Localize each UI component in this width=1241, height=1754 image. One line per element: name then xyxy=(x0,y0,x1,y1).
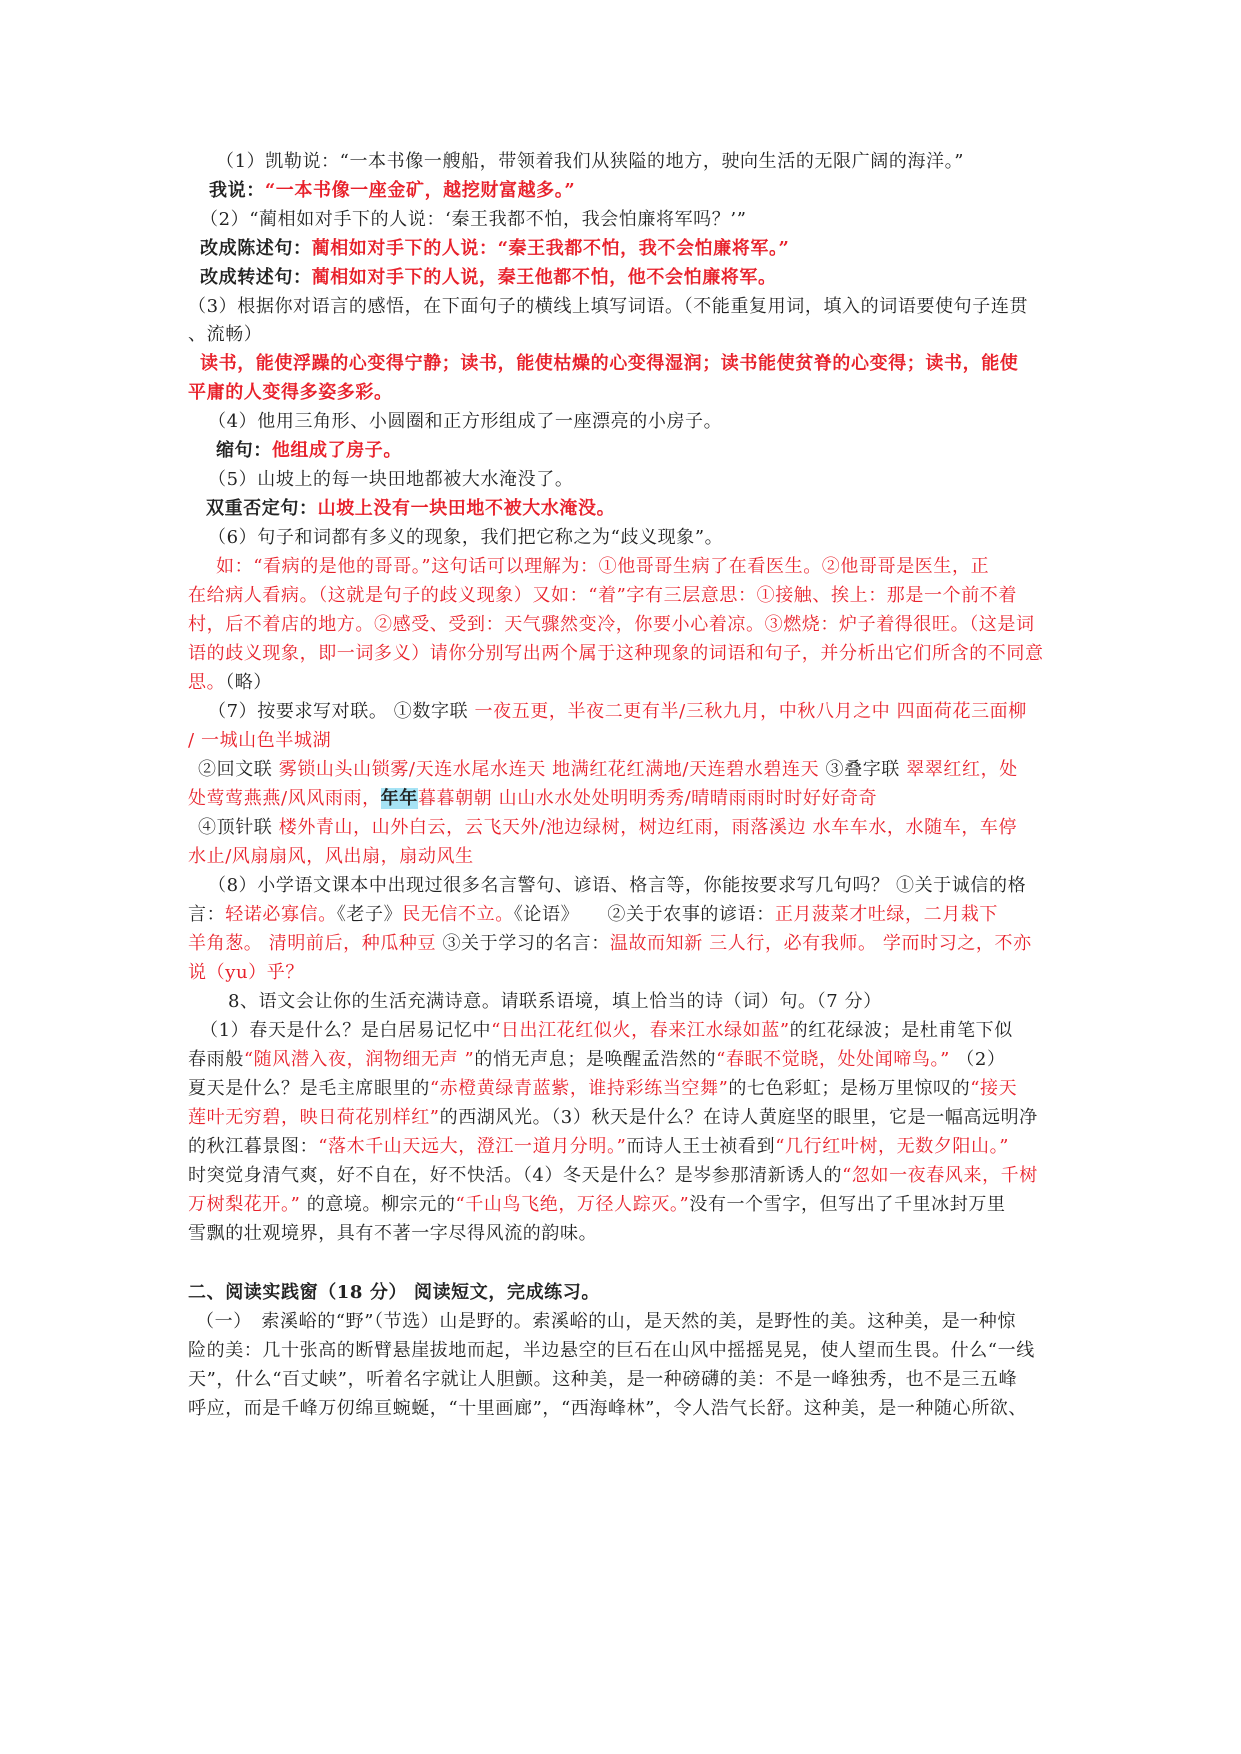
question-2-declarative-answer xyxy=(200,237,1070,261)
section-2-heading xyxy=(188,1281,1058,1305)
passage-line-3 xyxy=(188,1368,1058,1392)
question-7-reduplication xyxy=(188,787,1058,811)
item-8-summer-cont xyxy=(188,1106,1058,1130)
answer-text: “赤橙黄绿青蓝紫，谁持彩练当空舞” xyxy=(429,1078,729,1099)
prompt-text: （一） 索溪峪的“野”（节选）山是野的。索溪峪的山，是天然的美，是野性的美。这种美，是一种惊 xyxy=(196,1311,1016,1332)
item-8-summer xyxy=(188,1077,1058,1101)
answer-text: 万树梨花开。” xyxy=(188,1194,301,1215)
answer-text: 他组成了房子。 xyxy=(271,440,403,461)
answer-text: 思。 xyxy=(188,672,226,693)
answer-text: 温故而知新 三人行，必有我师。 学而时习之，不亦 xyxy=(609,933,1032,954)
question-5-prompt xyxy=(208,468,1078,492)
prompt-text: ④顶针联 xyxy=(198,817,279,838)
item-8-winter xyxy=(188,1164,1058,1188)
answer-text: 处莺莺燕燕/风风雨雨， xyxy=(188,788,381,809)
answer-text: 蔺相如对手下的人说，秦王他都不怕，他不会怕廉将军。 xyxy=(311,267,777,288)
question-7-chain-cont xyxy=(188,845,1058,869)
answer-text: 村，后不着店的地方。②感受、受到：天气骤然变冷，你要小心着凉。③燃烧：炉子着得很旺。（这是词 xyxy=(188,614,1035,635)
prompt-text: 双重否定句： xyxy=(206,498,318,519)
answer-text: 羊角葱。 清明前后，种瓜种豆 xyxy=(188,933,437,954)
answer-text: / 一城山色半城湖 xyxy=(188,730,332,751)
question-3-prompt-cont xyxy=(188,323,1058,347)
item-8-prompt xyxy=(228,990,1098,1014)
prompt-text: 时突觉身清气爽，好不自在，好不快活。（4）冬天是什么？是岑参那清新诱人的 xyxy=(188,1165,843,1186)
prompt-text: （5）山坡上的每一块田地都被大水淹没了。 xyxy=(208,469,574,490)
question-7-line-2 xyxy=(188,729,1058,753)
prompt-text: （4）他用三角形、小圆圈和正方形组成了一座漂亮的小房子。 xyxy=(208,411,723,432)
prompt-text: 夏天是什么？是毛主席眼里的 xyxy=(188,1078,430,1099)
answer-text: “随风潜入夜，润物细无声 ” xyxy=(243,1049,475,1070)
answer-text: 正月菠菜才吐绿，二月栽下 xyxy=(774,904,999,925)
answer-text: 读书，能使浮躁的心变得宁静；读书，能使枯燥的心变得湿润；读书能使贫脊的心变得；读书，能使 xyxy=(200,353,1019,374)
question-4-prompt xyxy=(208,410,1078,434)
answer-text: “千山鸟飞绝，万径人踪灭。” xyxy=(455,1194,690,1215)
question-4-answer xyxy=(216,439,1086,463)
question-6-explanation-2 xyxy=(188,584,1058,608)
answer-text: “忽如一夜春风来，千树 xyxy=(842,1165,1038,1186)
passage-line-1 xyxy=(196,1310,1066,1334)
answer-text: 翠翠红红，处 xyxy=(906,759,1018,780)
prompt-text: 改成转述句： xyxy=(200,267,312,288)
question-8-sayings-2 xyxy=(188,932,1058,956)
answer-text: “落木千山天远大，澄江一道月分明。” xyxy=(318,1136,627,1157)
answer-text: 暮暮朝朝 山山水水处处明明秀秀/晴晴雨雨时时好好奇奇 xyxy=(417,788,878,809)
prompt-text: （7）按要求写对联。 ①数字联 xyxy=(208,701,475,722)
question-2-prompt xyxy=(200,208,1070,232)
answer-text: “日出江花红似火，春来江水绿如蓝” xyxy=(491,1020,790,1041)
question-8-sayings-3 xyxy=(188,961,1058,985)
prompt-text: （2） xyxy=(949,1049,1006,1070)
question-1-answer xyxy=(209,179,1079,203)
answer-text: 楼外青山，山外白云，云飞天外/池边绿树，树边红雨，雨落溪边 水车车水，水随车，车停 xyxy=(278,817,1018,838)
prompt-text: 险的美：几十张高的断臂悬崖拔地而起，半边悬空的巨石在山风中摇摇晃晃，使人望而生畏。什么“一线 xyxy=(188,1340,1035,1361)
prompt-text: （1）凯勒说：“一本书像一艘船，带领着我们从狭隘的地方，驶向生活的无限广阔的海洋。” xyxy=(216,151,965,172)
prompt-text: 言： xyxy=(188,904,226,925)
question-7-palindrome xyxy=(198,758,1068,782)
prompt-text: 的意境。柳宗元的 xyxy=(300,1194,456,1215)
prompt-text: 呼应，而是千峰万仞绵亘蜿蜒，“十里画廊”，“西海峰林”，令人浩气长舒。这种美，是一种随心所欲、 xyxy=(188,1398,1028,1419)
item-8-spring xyxy=(200,1019,1070,1043)
question-6-explanation-4 xyxy=(188,642,1058,666)
item-8-winter-cont xyxy=(188,1193,1058,1217)
prompt-text: 的七色彩虹；是杨万里惊叹的 xyxy=(728,1078,971,1099)
prompt-text: 8、语文会让你的生活充满诗意。请联系语境，填上恰当的诗（词）句。（7 分） xyxy=(228,991,882,1012)
item-8-spring-cont xyxy=(188,1048,1058,1072)
passage-line-2 xyxy=(188,1339,1058,1363)
question-3-prompt xyxy=(188,295,1058,319)
answer-text: 一夜五更，半夜二更有半/三秋九月，中秋八月之中 四面荷花三面柳 xyxy=(474,701,1027,722)
prompt-text: 天”，什么“百丈峡”，听着名字就让人胆颤。这种美，是一种磅礴的美：不是一峰独秀，也不是三五峰 xyxy=(188,1369,1018,1390)
prompt-text: 二、阅读实践窗（18 分） 阅读短文，完成练习。 xyxy=(188,1282,600,1303)
answer-text: 民无信不立。 xyxy=(402,904,514,925)
prompt-text: 雪飘的壮观境界，具有不著一字尽得风流的韵味。 xyxy=(188,1223,598,1244)
prompt-text: ②回文联 xyxy=(198,759,279,780)
answer-text: 说（yu）乎？ xyxy=(188,962,304,983)
answer-text: 轻诺必寡信。 xyxy=(225,904,337,925)
prompt-text: 缩句： xyxy=(216,440,272,461)
answer-text: “一本书像一座金矿，越挖财富越多。” xyxy=(264,180,576,201)
question-7-chain xyxy=(198,816,1068,840)
question-6-explanation-3 xyxy=(188,613,1058,637)
answer-text: 蔺相如对手下的人说：“秦王我都不怕，我不会怕廉将军。” xyxy=(311,238,790,259)
question-8-prompt xyxy=(208,874,1078,898)
highlighted-text: 年年 xyxy=(380,788,418,809)
prompt-text: 春雨般 xyxy=(188,1049,244,1070)
question-2-reported-answer xyxy=(200,266,1070,290)
prompt-text: 《论语》 ②关于农事的谚语： xyxy=(513,904,775,925)
prompt-text: 《老子》 xyxy=(336,904,403,925)
prompt-text: （2）“蔺相如对手下的人说：‘秦王我都不怕，我会怕廉将军吗？’” xyxy=(200,209,747,230)
question-8-sayings xyxy=(188,903,1058,927)
prompt-text: 的西湖风光。（3）秋天是什么？在诗人黄庭坚的眼里，它是一幅高远明净 xyxy=(439,1107,1038,1128)
item-8-winter-end xyxy=(188,1222,1058,1246)
question-5-answer xyxy=(206,497,1076,521)
answer-text: 语的歧义现象，即一词多义）请你分别写出两个属于这种现象的词语和句子，并分析出它们所含的不同意 xyxy=(188,643,1044,664)
question-7-prompt xyxy=(208,700,1078,724)
prompt-text: 、流畅） xyxy=(188,324,263,345)
question-6-explanation-5 xyxy=(188,671,1058,695)
question-6-prompt xyxy=(208,526,1078,550)
answer-text: “几行红叶树，无数夕阳山。” xyxy=(775,1136,1010,1157)
answer-text: 山坡上没有一块田地不被大水淹没。 xyxy=(317,498,616,519)
question-1-prompt xyxy=(216,150,1086,174)
question-6-explanation xyxy=(216,555,1086,579)
prompt-text: （6）句子和词都有多义的现象，我们把它称之为“歧义现象”。 xyxy=(208,527,724,548)
prompt-text: 的悄无声息；是唤醒孟浩然的 xyxy=(474,1049,717,1070)
answer-text: 莲叶无穷碧，映日荷花别样红” xyxy=(188,1107,440,1128)
prompt-text: （8）小学语文课本中出现过很多名言警句、谚语、格言等，你能按要求写几句吗？ ①关于诚信的格 xyxy=(208,875,1027,896)
item-8-autumn xyxy=(188,1135,1058,1159)
answer-text: “春眠不觉晓，处处闻啼鸟。” xyxy=(716,1049,950,1070)
answer-text: 雾锁山头山锁雾/天连水尾水连天 地满红花红满地/天连碧水碧连天 xyxy=(278,759,820,780)
prompt-text: 的秋江暮景图： xyxy=(188,1136,319,1157)
prompt-text: （1）春天是什么？是白居易记忆中 xyxy=(200,1020,492,1041)
passage-line-4 xyxy=(188,1397,1058,1421)
prompt-text: ③叠字联 xyxy=(819,759,907,780)
answer-text: 平庸的人变得多姿多彩。 xyxy=(188,382,393,403)
prompt-text: ③关于学习的名言： xyxy=(436,933,610,954)
prompt-text: 的红花绿波；是杜甫笔下似 xyxy=(789,1020,1013,1041)
prompt-text: 而诗人王士祯看到 xyxy=(626,1136,776,1157)
prompt-text: 没有一个雪字，但写出了千里冰封万里 xyxy=(689,1194,1006,1215)
prompt-text: 我说： xyxy=(209,180,265,201)
prompt-text: （3）根据你对语言的感悟，在下面句子的横线上填写词语。（不能重复用词，填入的词语要使句子连贯 xyxy=(188,296,1029,317)
question-3-answer xyxy=(200,352,1070,376)
answer-text: 在给病人看病。（这就是句子的歧义现象）又如：“着”字有三层意思：①接触、挨上：那是一个前不着 xyxy=(188,585,1017,606)
prompt-text: （略） xyxy=(225,672,273,693)
answer-text: 水止/风扇扇风，风出扇，扇动风生 xyxy=(188,846,474,867)
question-3-answer-cont xyxy=(188,381,1058,405)
answer-text: 如：“看病的是他的哥哥。”这句话可以理解为：①他哥哥生病了在看医生。②他哥哥是医生，正 xyxy=(216,556,990,577)
prompt-text: 改成陈述句： xyxy=(200,238,312,259)
answer-text: “接天 xyxy=(970,1078,1018,1099)
